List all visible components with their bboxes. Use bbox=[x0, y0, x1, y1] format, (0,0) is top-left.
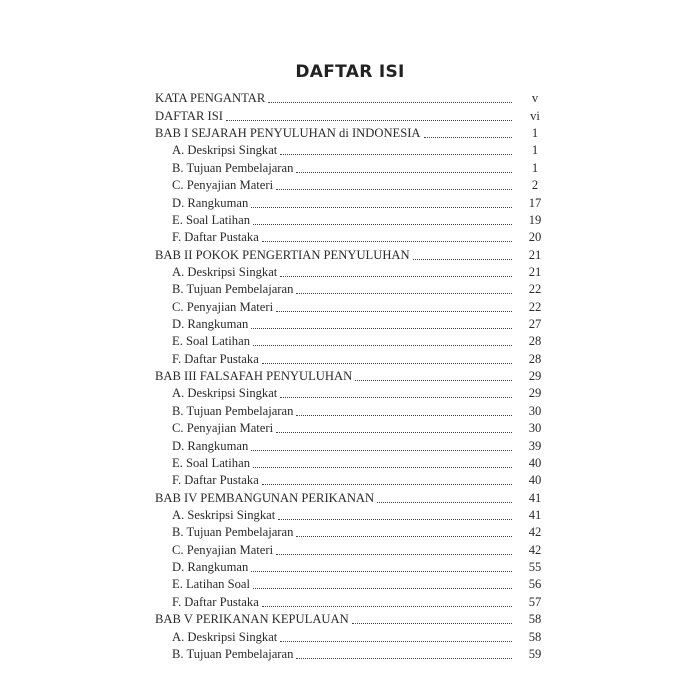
dot-leader bbox=[276, 432, 512, 433]
dot-leader bbox=[262, 606, 512, 607]
toc-subentry bbox=[155, 349, 545, 366]
toc-subentry bbox=[155, 193, 545, 210]
toc-entry-label: F. Daftar Pustaka bbox=[172, 230, 259, 245]
toc-page-number: 1 bbox=[531, 160, 539, 175]
toc-page-number: 29 bbox=[528, 386, 542, 401]
toc-subentry bbox=[155, 141, 545, 158]
toc-page-number: 39 bbox=[528, 438, 542, 453]
toc-entry-label: C. Penyajian Materi bbox=[172, 178, 274, 193]
toc-page-number: 55 bbox=[528, 560, 542, 575]
toc-subentry bbox=[155, 506, 545, 523]
toc-chapter-entry bbox=[155, 488, 545, 505]
toc-entry-label: C. Penyajian Materi bbox=[172, 542, 274, 557]
toc-subentry bbox=[155, 401, 545, 418]
page-title: DAFTAR ISI bbox=[295, 62, 405, 82]
toc-entry-label: D. Rangkuman bbox=[172, 560, 249, 575]
dot-leader bbox=[296, 415, 512, 416]
dot-leader bbox=[276, 554, 512, 555]
dot-leader bbox=[280, 276, 512, 277]
dot-leader bbox=[280, 641, 512, 642]
dot-leader bbox=[296, 536, 512, 537]
toc-page-number: 41 bbox=[528, 490, 542, 505]
toc-entry-label: B. Tujuan Pembelajaran bbox=[172, 646, 294, 661]
toc-subentry bbox=[155, 384, 545, 401]
toc-page-number: 40 bbox=[528, 455, 542, 470]
toc-entry-label: B. Tujuan Pembelajaran bbox=[172, 525, 294, 540]
toc-entry-label: E. Latihan Soal bbox=[172, 577, 250, 592]
dot-leader bbox=[268, 102, 512, 103]
toc-page-number: 42 bbox=[528, 525, 542, 540]
toc-subentry bbox=[155, 540, 545, 557]
toc-page-number: 1 bbox=[531, 143, 539, 158]
toc-entry-label: A. Deskripsi Singkat bbox=[172, 264, 278, 279]
toc-page-number: 1 bbox=[531, 126, 539, 141]
toc-subentry bbox=[155, 280, 545, 297]
toc-page-number: 2 bbox=[531, 178, 539, 193]
dot-leader bbox=[251, 207, 512, 208]
toc-chapter-entry bbox=[155, 367, 545, 384]
dot-leader bbox=[251, 328, 512, 329]
dot-leader bbox=[296, 658, 512, 659]
toc-page-number: 20 bbox=[528, 230, 542, 245]
table-of-contents bbox=[155, 89, 545, 662]
dot-leader bbox=[262, 484, 512, 485]
toc-page-number: 40 bbox=[528, 473, 542, 488]
toc-page-number: 30 bbox=[528, 421, 542, 436]
toc-entry-label: B. Tujuan Pembelajaran bbox=[172, 282, 294, 297]
toc-page-number: 17 bbox=[528, 195, 542, 210]
toc-page-number: 29 bbox=[528, 369, 542, 384]
dot-leader bbox=[355, 380, 512, 381]
toc-subentry bbox=[155, 436, 545, 453]
toc-subentry bbox=[155, 176, 545, 193]
toc-entry-label: BAB I SEJARAH PENYULUHAN di INDONESIA bbox=[155, 126, 421, 141]
dot-leader bbox=[253, 467, 512, 468]
toc-page-number: 22 bbox=[528, 299, 542, 314]
toc-entry-label: E. Soal Latihan bbox=[172, 212, 250, 227]
dot-leader bbox=[262, 363, 512, 364]
toc-entry-label: D. Rangkuman bbox=[172, 317, 249, 332]
toc-page-number: 19 bbox=[528, 212, 542, 227]
toc-chapter-entry bbox=[155, 124, 545, 141]
toc-entry-label: E. Soal Latihan bbox=[172, 334, 250, 349]
dot-leader bbox=[280, 154, 512, 155]
toc-page-number: 21 bbox=[528, 264, 542, 279]
dot-leader bbox=[352, 623, 512, 624]
toc-chapter-entry bbox=[155, 610, 545, 627]
dot-leader bbox=[276, 311, 512, 312]
toc-entry-label: F. Daftar Pustaka bbox=[172, 473, 259, 488]
dot-leader bbox=[377, 502, 512, 503]
dot-leader bbox=[296, 172, 512, 173]
toc-chapter-entry bbox=[155, 106, 545, 123]
toc-entry-label: D. Rangkuman bbox=[172, 195, 249, 210]
toc-page-number: 58 bbox=[528, 612, 542, 627]
dot-leader bbox=[253, 224, 512, 225]
toc-page-number: vi bbox=[530, 108, 540, 123]
dot-leader bbox=[253, 345, 512, 346]
toc-subentry bbox=[155, 419, 545, 436]
toc-entry-label: BAB V PERIKANAN KEPULAUAN bbox=[155, 612, 349, 627]
toc-subentry bbox=[155, 297, 545, 314]
toc-entry-label: D. Rangkuman bbox=[172, 438, 249, 453]
toc-subentry bbox=[155, 211, 545, 228]
toc-page-number: 41 bbox=[528, 507, 542, 522]
dot-leader bbox=[226, 120, 512, 121]
toc-entry-label: B. Tujuan Pembelajaran bbox=[172, 403, 294, 418]
toc-entry-label: BAB II POKOK PENGERTIAN PENYULUHAN bbox=[155, 247, 410, 262]
toc-entry-label: DAFTAR ISI bbox=[155, 108, 223, 123]
dot-leader bbox=[253, 588, 512, 589]
toc-entry-label: A. Deskripsi Singkat bbox=[172, 386, 278, 401]
toc-page-number: 30 bbox=[528, 403, 542, 418]
toc-page-number: 56 bbox=[528, 577, 542, 592]
toc-entry-label: A. Deskripsi Singkat bbox=[172, 143, 278, 158]
toc-subentry bbox=[155, 575, 545, 592]
toc-subentry bbox=[155, 158, 545, 175]
toc-page-number: 58 bbox=[528, 629, 542, 644]
toc-entry-label: C. Penyajian Materi bbox=[172, 421, 274, 436]
toc-page-number: 21 bbox=[528, 247, 542, 262]
toc-subentry bbox=[155, 315, 545, 332]
toc-entry-label: BAB III FALSAFAH PENYULUHAN bbox=[155, 369, 353, 384]
toc-subentry bbox=[155, 592, 545, 609]
toc-chapter-entry bbox=[155, 245, 545, 262]
toc-chapter-entry bbox=[155, 89, 545, 106]
toc-subentry bbox=[155, 627, 545, 644]
toc-page-number: 27 bbox=[528, 317, 542, 332]
dot-leader bbox=[251, 571, 512, 572]
toc-subentry bbox=[155, 558, 545, 575]
toc-entry-label: A. Deskripsi Singkat bbox=[172, 629, 278, 644]
toc-entry-label: E. Soal Latihan bbox=[172, 455, 250, 470]
dot-leader bbox=[278, 519, 512, 520]
toc-entry-label: B. Tujuan Pembelajaran bbox=[172, 160, 294, 175]
toc-subentry bbox=[155, 332, 545, 349]
toc-page-number: 28 bbox=[528, 351, 542, 366]
toc-entry-label: F. Daftar Pustaka bbox=[172, 351, 259, 366]
toc-subentry bbox=[155, 263, 545, 280]
dot-leader bbox=[296, 293, 512, 294]
toc-subentry bbox=[155, 228, 545, 245]
dot-leader bbox=[262, 241, 512, 242]
toc-page-number: 28 bbox=[528, 334, 542, 349]
toc-entry-label: KATA PENGANTAR bbox=[155, 91, 266, 106]
toc-entry-label: A. Seskripsi Singkat bbox=[172, 507, 276, 522]
toc-page-number: v bbox=[531, 91, 539, 106]
toc-page-number: 57 bbox=[528, 594, 542, 609]
toc-page-number: 59 bbox=[528, 646, 542, 661]
toc-subentry bbox=[155, 645, 545, 662]
toc-subentry bbox=[155, 454, 545, 471]
toc-page-number: 22 bbox=[528, 282, 542, 297]
toc-page-number: 42 bbox=[528, 542, 542, 557]
dot-leader bbox=[424, 137, 512, 138]
dot-leader bbox=[251, 450, 512, 451]
toc-entry-label: F. Daftar Pustaka bbox=[172, 594, 259, 609]
toc-subentry bbox=[155, 523, 545, 540]
toc-subentry bbox=[155, 471, 545, 488]
dot-leader bbox=[280, 397, 512, 398]
toc-entry-label: BAB IV PEMBANGUNAN PERIKANAN bbox=[155, 490, 375, 505]
dot-leader bbox=[413, 259, 512, 260]
dot-leader bbox=[276, 189, 512, 190]
toc-entry-label: C. Penyajian Materi bbox=[172, 299, 274, 314]
